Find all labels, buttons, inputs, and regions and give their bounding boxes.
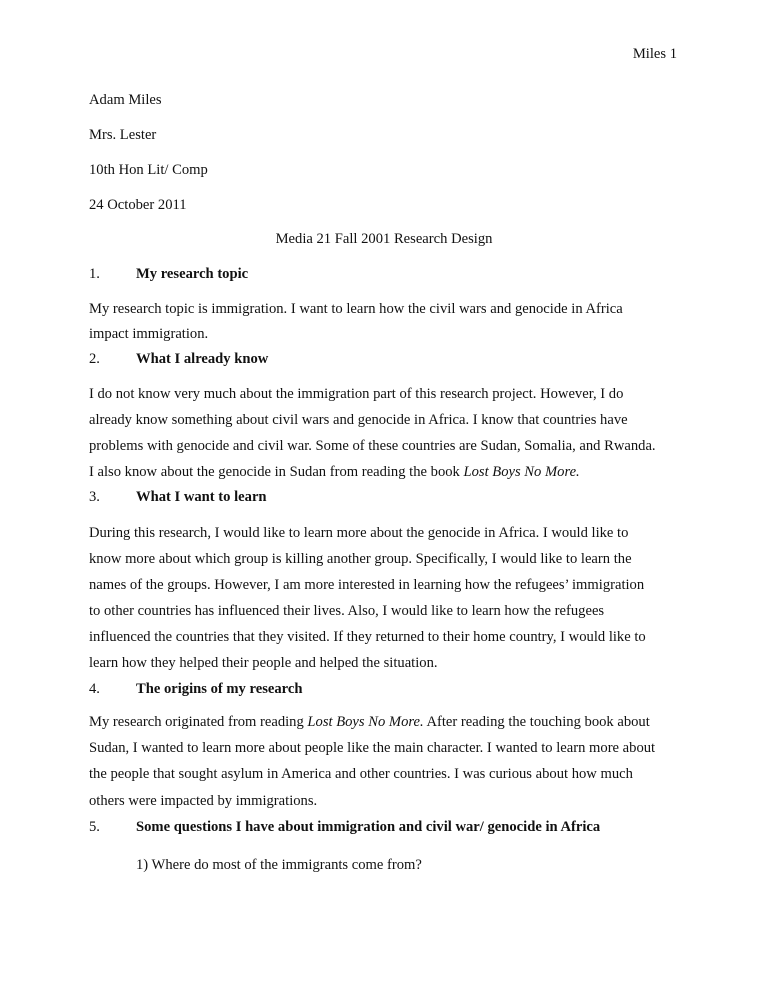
section-number: 5. [89,819,100,835]
paragraph-line: know more about which group is killing another group. Specifically, I would like to learn the [89,551,632,567]
document-title: Media 21 Fall 2001 Research Design [275,231,493,247]
section-heading-3 [89,488,267,506]
paragraph-line: I do not know very much about the immigration part of this research project. However, I do [89,386,624,402]
teacher-name: Mrs. Lester [89,127,157,143]
section-number: 3. [89,489,100,505]
section-title: Some questions I have about immigration and civil war/ genocide in Africa [136,819,601,835]
paragraph-line: names of the groups. However, I am more interested in learning how the refugees’ immigration [89,577,645,593]
question-item: 1) Where do most of the immigrants come from? [136,857,422,873]
book-title: Lost Boys No More. [463,464,580,480]
section-number: 4. [89,681,100,697]
section-title: My research topic [136,266,249,282]
author-name: Adam Miles [89,92,162,108]
paragraph-line: During this research, I would like to learn more about the genocide in Africa. I would like to [89,525,629,541]
section-heading-2 [89,350,268,368]
paragraph-line: Sudan, I wanted to learn more about people like the main character. I wanted to learn more about [89,740,656,756]
running-head: Miles 1 [632,46,677,62]
paragraph-line: My research topic is immigration. I want to learn how the civil wars and genocide in Africa [89,301,623,317]
document-date: 24 October 2011 [89,197,187,213]
paragraph-line: influenced the countries that they visited. If they returned to their home country, I would like to [89,629,646,645]
section-heading-5 [89,818,600,836]
section-title: What I want to learn [136,489,267,505]
line-text: My research originated from reading [89,714,308,730]
paragraph-line: learn how they helped their people and helped the situation. [89,655,438,671]
paragraph-line: the people that sought asylum in America and other countries. I was curious about how much [89,766,633,782]
paragraph-line: problems with genocide and civil war. Some of these countries are Sudan, Somalia, and Rwanda. [89,438,656,454]
paragraph-line: impact immigration. [89,326,209,342]
line-text: After reading the touching book about [423,714,650,730]
section-number: 2. [89,351,100,367]
section-number: 1. [89,266,100,282]
section-title: What I already know [136,351,269,367]
course-name: 10th Hon Lit/ Comp [89,162,208,178]
paragraph-line [89,463,580,481]
section-heading-1 [89,265,248,283]
paragraph-line: others were impacted by immigrations. [89,793,318,809]
section-title: The origins of my research [136,681,303,697]
paragraph-line: to other countries has influenced their lives. Also, I would like to learn how the refugees [89,603,605,619]
paragraph-line [89,713,650,731]
section-heading-4 [89,680,302,698]
line-text: I also know about the genocide in Sudan from reading the book [89,464,464,480]
paragraph-line: already know something about civil wars and genocide in Africa. I know that countries have [89,412,628,428]
book-title: Lost Boys No More. [307,714,424,730]
